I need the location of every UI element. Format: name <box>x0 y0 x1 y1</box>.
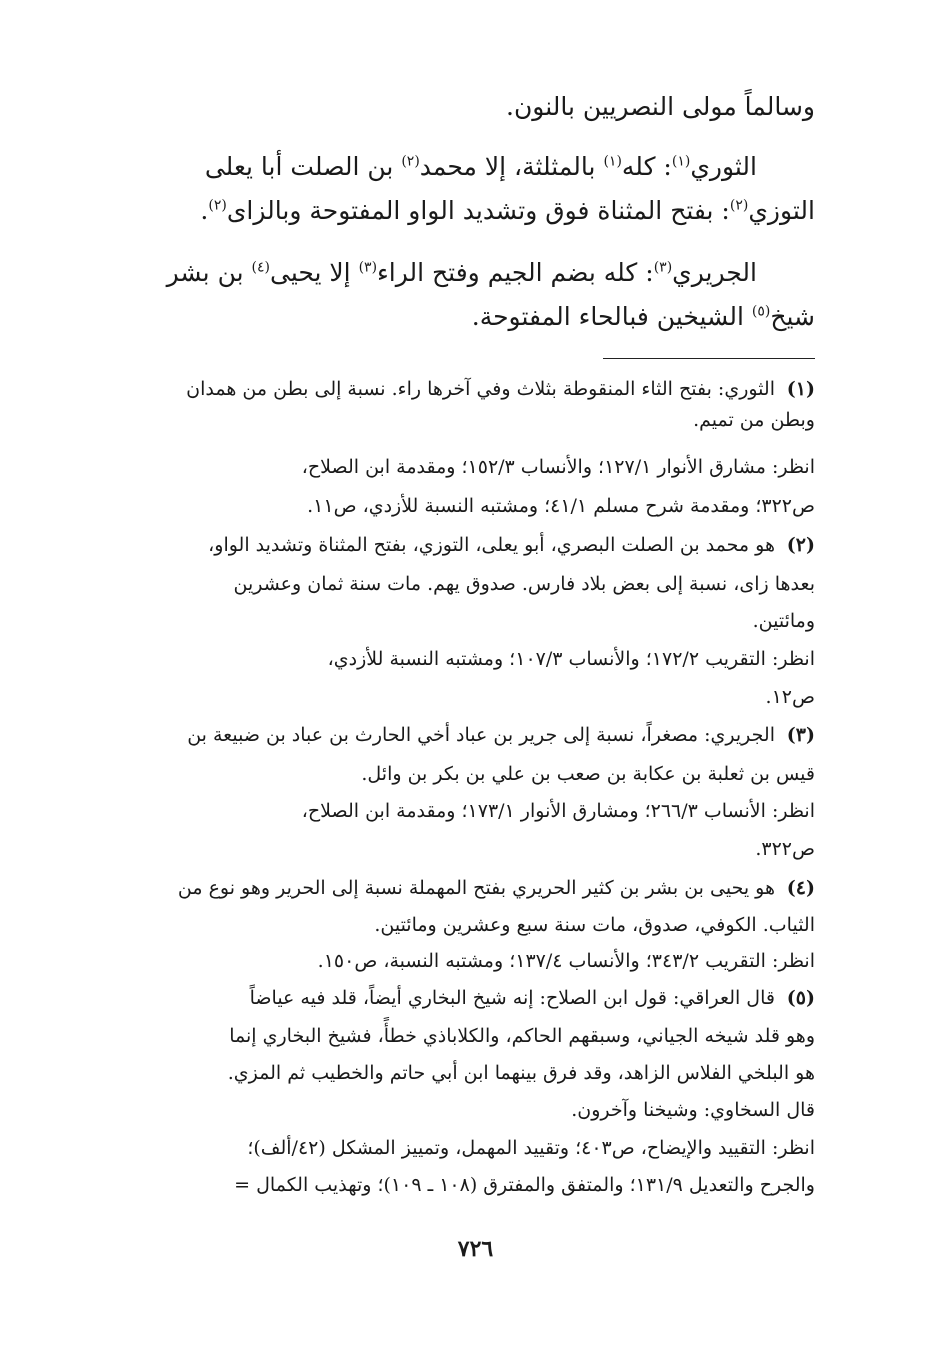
footnote-line <box>115 491 815 521</box>
footnote-line <box>115 644 815 674</box>
footnote-text: ص٣٢٢. <box>755 838 815 860</box>
main-text-line <box>115 190 815 232</box>
footnote-text: قيس بن ثعلبة بن عكابة بن صعب بن علي بن بكر بن وائل. <box>361 763 815 785</box>
footnote-line <box>115 606 815 636</box>
page-number: ٧٢٦ <box>457 1236 494 1262</box>
footnote-text: بعدها زاى، نسبة إلى بعض بلاد فارس. صدوق يهم. مات سنة ثمان وعشرين <box>233 573 815 595</box>
footnote-line <box>115 983 815 1013</box>
footnote-text: الثوري: بفتح الثاء المنقوطة بثلاث وفي آخرها راء. نسبة إلى بطن من همدان <box>186 378 775 400</box>
text-segment: بن الصلت أبا يعلى <box>204 152 402 181</box>
term-thawri: الثوري <box>690 152 757 181</box>
footnote-text: قال السخاوي: وشيخنا وآخرون. <box>571 1099 815 1121</box>
text-segment: : كله <box>621 152 672 181</box>
text-segment: شيخ <box>770 302 815 331</box>
footnote-text: انظر: مشارق الأنوار ١٢٧/١؛ والأنساب ١٥٢/٣؛ ومقدمة ابن الصلاح، <box>301 456 815 478</box>
text-segment: . <box>200 196 209 225</box>
footnote-text: الثياب. الكوفي، صدوق، مات سنة سبع وعشرين ومائتين. <box>374 914 815 936</box>
footnote-line <box>115 1170 815 1200</box>
footnote-line <box>115 530 815 560</box>
footnote-text: قال العراقي: قول ابن الصلاح: إنه شيخ البخاري أيضاً، قلد فيه عياضاً <box>249 987 775 1009</box>
footnote-text: انظر: التقريب ١٧٢/٢؛ والأنساب ١٠٧/٣؛ ومشتبه النسبة للأزدي، <box>327 648 815 670</box>
footnote-line <box>115 834 815 864</box>
footnote-number: (٥) <box>786 987 815 1009</box>
footnote-number: (١) <box>786 378 815 400</box>
footnote-line <box>115 569 815 599</box>
footnote-text: ص٣٢٢؛ ومقدمة شرح مسلم ٤١/١؛ ومشتبه النسبة للأزدي، ص١١. <box>307 495 815 517</box>
footnote-text: الجريري: مصغراً، نسبة إلى جرير بن عباد أخي الحارث بن عباد بن ضبيعة بن <box>187 724 775 746</box>
main-text-line <box>115 252 815 294</box>
footnote-ref: (٤) <box>251 259 270 276</box>
text-segment: إلا يحيى <box>269 258 359 287</box>
term-jurayri: الجريري <box>672 258 757 287</box>
footnote-text: وبطن من تميم. <box>693 409 815 431</box>
footnote-text: انظر: الأنساب ٢٦٦/٣؛ ومشارق الأنوار ١٧٣/١؛ ومقدمة ابن الصلاح، <box>301 800 815 822</box>
footnote-line <box>115 720 815 750</box>
footnote-ref: (٢) <box>401 153 420 170</box>
footnote-line <box>115 873 815 903</box>
footnote-number: (٣) <box>786 724 815 746</box>
footnote-text: وهو قلد شيخه الجياني، وسبقهم الحاكم، والكلاباذي خطأً، فشيخ البخاري إنما <box>229 1025 815 1047</box>
term-tawzi: التوزي <box>748 196 815 225</box>
text-segment: وسالماً مولى النصريين بالنون. <box>506 92 815 121</box>
footnote-ref: (٥) <box>751 303 771 320</box>
footnote-ref: (١) <box>671 153 691 170</box>
main-text-line <box>115 296 815 338</box>
footnote-text: انظر: التقييد والإيضاح، ص٤٠٣؛ وتقييد المهمل، وتمييز المشكل (٤٢/ألف)؛ <box>247 1137 815 1159</box>
footnote-line <box>115 796 815 826</box>
footnote-line <box>115 374 815 404</box>
footnote-line <box>115 946 815 976</box>
footnote-ref: (٣) <box>358 259 378 276</box>
text-segment: : بفتح المثناة فوق وتشديد الواو المفتوحة وبالزاى <box>226 196 730 225</box>
footnote-line <box>115 1021 815 1051</box>
footnote-line <box>115 452 815 482</box>
main-text-line <box>115 86 815 128</box>
text-segment: : كله بضم الجيم وفتح الراء <box>377 258 654 287</box>
footnote-text: ص١٢. <box>765 686 815 708</box>
footnote-text: ومائتين. <box>752 610 815 632</box>
footnote-ref: (٢) <box>729 197 749 214</box>
footnote-ref: (٣) <box>653 259 673 276</box>
footnote-separator <box>603 358 815 359</box>
footnote-text: هو البلخي الفلاس الزاهد، وقد فرق بينهما ابن أبي حاتم والخطيب ثم المزي. <box>227 1062 815 1084</box>
footnote-line <box>115 759 815 789</box>
footnote-text: هو محمد بن الصلت البصري، أبو يعلى، التوزي، بفتح المثناة وتشديد الواو، <box>208 534 775 556</box>
footnote-line <box>115 682 815 712</box>
footnote-number: (٢) <box>786 534 815 556</box>
text-segment: بن بشر <box>166 258 252 287</box>
footnote-line <box>115 1095 815 1125</box>
main-text-line <box>115 146 815 188</box>
footnote-line <box>115 910 815 940</box>
footnote-text: والجرح والتعديل ١٣١/٩؛ والمتفق والمفترق (١٠٨ ـ ١٠٩)؛ وتهذيب الكمال = <box>234 1174 815 1196</box>
footnote-number: (٤) <box>786 877 815 899</box>
footnote-text: انظر: التقريب ٣٤٣/٢؛ والأنساب ١٣٧/٤؛ ومشتبه النسبة، ص١٥٠. <box>317 950 815 972</box>
footnote-ref: (٢) <box>208 197 227 214</box>
footnote-line <box>115 405 815 435</box>
footnote-line <box>115 1133 815 1163</box>
footnote-text: هو يحيى بن بشر بن كثير الحريري بفتح المهملة نسبة إلى الحرير وهو نوع من <box>177 877 775 899</box>
footnote-ref: (١) <box>603 153 622 170</box>
footnote-line <box>115 1058 815 1088</box>
text-segment: الشيخين فبالحاء المفتوحة. <box>471 302 752 331</box>
text-segment: بالمثلثة، إلا محمد <box>419 152 604 181</box>
